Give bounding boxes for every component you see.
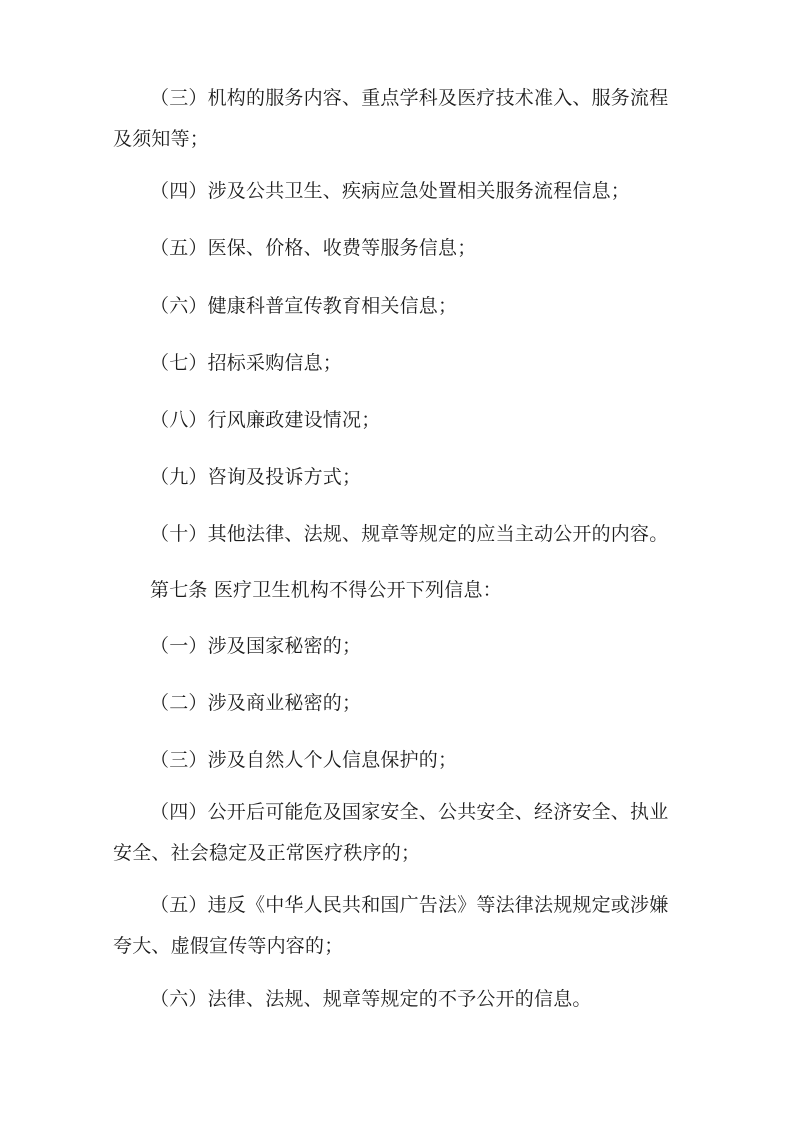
paragraph-line-11: （一）涉及国家秘密的；: [150, 635, 362, 657]
paragraph-line-12: （二）涉及商业秘密的；: [150, 692, 362, 714]
paragraph-line-7: （八）行风廉政建设情况；: [150, 409, 381, 431]
paragraph-line-18: （六）法律、法规、规章等规定的不予公开的信息。: [150, 988, 592, 1010]
paragraph-line-5: （六）健康科普宣传教育相关信息；: [150, 295, 458, 317]
paragraph-line-13: （三）涉及自然人个人信息保护的；: [150, 749, 458, 771]
paragraph-line-6: （七）招标采购信息；: [150, 352, 343, 374]
paragraph-line-14: （四）公开后可能危及国家安全、公共安全、经济安全、执业: [150, 801, 669, 823]
paragraph-line-9: （十）其他法律、法规、规章等规定的应当主动公开的内容。: [150, 523, 669, 545]
paragraph-line-8: （九）咨询及投诉方式；: [150, 466, 362, 488]
paragraph-line-1: （三）机构的服务内容、重点学科及医疗技术准入、服务流程: [150, 87, 669, 109]
paragraph-line-17: 夸大、虚假宣传等内容的；: [113, 935, 344, 957]
article-heading-7: 第七条 医疗卫生机构不得公开下列信息：: [150, 579, 502, 601]
paragraph-line-2: 及须知等；: [113, 128, 210, 150]
paragraph-line-3: （四）涉及公共卫生、疾病应急处置相关服务流程信息；: [150, 180, 631, 202]
paragraph-line-15: 安全、社会稳定及正常医疗秩序的；: [113, 842, 421, 864]
paragraph-line-4: （五）医保、价格、收费等服务信息；: [150, 237, 477, 259]
paragraph-line-16: （五）违反《中华人民共和国广告法》等法律法规规定或涉嫌: [150, 894, 669, 916]
